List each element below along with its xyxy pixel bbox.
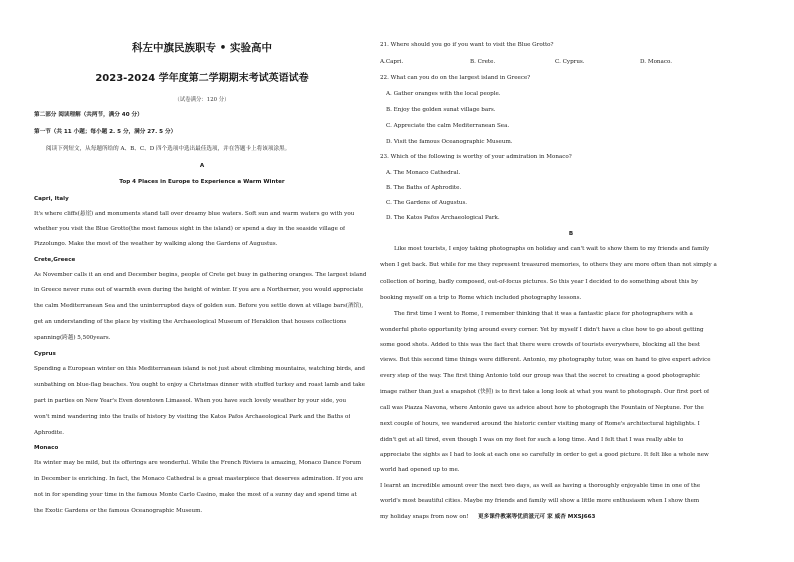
- passage-b-line: wonderful photo opportunity lying around every corner. Yet by myself I didn't have a clue how to go about getting: [380, 327, 704, 333]
- q21-option-d: D. Monaco.: [640, 59, 673, 65]
- monaco-line: in December is enriching. In fact, the Monaco Cathedral is a great masterpiece that deserves admiration. If you are: [34, 476, 364, 482]
- monaco-line: the Exotic Gardens or the famous Oceanographic Museum.: [34, 508, 203, 514]
- q22-option-c: C. Appreciate the calm Mediterranean Sea.: [386, 123, 510, 129]
- passage-b-line: when I get back. But while for me they represent treasured memories, to others they are more often than not simply a: [380, 262, 717, 268]
- passage-b-label: B: [568, 231, 574, 237]
- monaco-line: Its winter may be mild, but its offerings are wonderful. While the French Riviera is amazing, Monaco Dance Forum: [34, 460, 362, 466]
- cyprus-line: part in parties on New Year's Even downtown Limassol. When you have such lovely weather by your side, you: [34, 398, 347, 404]
- q23-option-b: B. The Baths of Aphrodite.: [386, 185, 462, 191]
- passage-b-line: I learnt an incredible amount over the next two days, as well as having a thoroughly enjoyable time in one of the: [380, 483, 701, 489]
- cyprus-line: Spending a European winter on this Mediterranean island is not just about climbing mountains, watching birds, and: [34, 366, 365, 372]
- part-heading: 第二部分 阅读理解（共两节，满分 40 分）: [34, 112, 143, 118]
- q23-option-c: C. The Gardens of Augustus.: [386, 200, 468, 206]
- section-heading: 第一节（共 11 小题；每小题 2. 5 分，满分 27. 5 分）: [34, 129, 177, 135]
- passage-b-line: The first time I went to Rome, I remember thinking that it was a fantastic place for photographers with a: [394, 311, 693, 317]
- question-21: 21. Where should you go if you want to visit the Blue Grotto?: [380, 42, 554, 48]
- capri-line: It's where cliffs(悬崖) and monuments stand tall over dreamy blue waters. Soft sun and warm waters go with you: [34, 211, 355, 217]
- passage-b-line: Like most tourists, I enjoy taking photographs on holiday and can't wait to show them to my friends and family: [394, 246, 710, 252]
- monaco-line: not in for spending your time in the famous Monte Carlo Casino, make the most of a sunny day and spend time at: [34, 492, 357, 498]
- q22-option-b: B. Enjoy the golden sunat village bars.: [386, 107, 496, 113]
- passage-b-line: image rather than just a snapshot (快照) is to first take a long look at what you want to photograph. Our first port of: [380, 389, 710, 395]
- score-note: （试卷满分：120 分）: [174, 97, 230, 103]
- passage-b-line: every step of the way. The first thing Antonio told our group was that the secret to creating a good photographic: [380, 373, 701, 379]
- passage-b-line: appreciate the sights as I had to look at each one so carefully in order to get a good picture. It felt like a whole new: [380, 452, 709, 458]
- q22-option-a: A. Gather oranges with the local people.: [386, 91, 501, 97]
- q22-option-d: D. Visit the famous Oceanographic Museum.: [386, 139, 513, 145]
- passage-a-label: A: [199, 163, 205, 169]
- crete-line: get an understanding of the place by visiting the Archaeological Museum of Heraklion that houses collections: [34, 319, 347, 325]
- crete-line: the calm Mediterranean Sea and the uninterrupted days of golden sun. Before you settle down at village bars(酒馆),: [34, 303, 364, 309]
- passage-b-line: booking myself on a trip to Rome which included photography lessons.: [380, 295, 582, 301]
- q23-option-d: D. The Katos Pafos Archaeological Park.: [386, 215, 500, 221]
- instruction: 阅读下列短文，从每题所给的 A、B、C、D 四个选项中选出最佳选项，并在答题卡上将该项涂黑。: [46, 146, 291, 152]
- passage-b-line: world had opened up to me.: [380, 467, 460, 473]
- passage-b-line: collection of boring, badly composed, out-of-focus pictures. So this year I decided to do something about this by: [380, 279, 698, 285]
- exam-title: 2023-2024 学年度第二学期期末考试英语试卷: [95, 73, 309, 84]
- question-22: 22. What can you do on the largest island in Greece?: [380, 75, 531, 81]
- capri-line: whether you visit the Blue Grotto(the most famous sight in the island) or spend a day in the seaside village of: [34, 226, 346, 232]
- passage-b-line: next couple of hours, we wandered around the historic center visiting many of Rome's architectural highlights. I: [380, 421, 700, 427]
- passage-b-line: world's most beautiful cities. Maybe my friends and family will show a little more enthusiasm when I show them: [380, 498, 700, 504]
- passage-b-line: some good shots. Added to this was the fact that there were crowds of tourists everywhere, blocking all the best: [380, 342, 701, 348]
- passage-a-title: Top 4 Places in Europe to Experience a Warm Winter: [119, 179, 285, 185]
- q21-option-b: B. Crete.: [470, 59, 496, 65]
- crete-heading: Crete,Greece: [34, 257, 76, 263]
- cyprus-line: Aphrodite.: [34, 430, 64, 436]
- passage-b-line: my holiday snaps from now on!: [380, 514, 469, 520]
- cyprus-line: sunbathing on blue-flag beaches. You ought to enjoy a Christmas dinner with stuffed turkey and roast lamb and take: [34, 382, 365, 388]
- crete-line: in Greece never runs out of warmth even during the height of winter. If you are a Northerner, you would appreciate: [34, 287, 364, 293]
- question-23: 23. Which of the following is worthy of your admiration in Monaco?: [380, 154, 572, 160]
- q21-option-c: C. Cyprus.: [555, 59, 585, 65]
- passage-b-line: call was Piazza Navona, where Antonio gave us advice about how to photograph the Fountain of Neptune. For the: [380, 405, 704, 411]
- cyprus-heading: Cyprus: [34, 351, 56, 357]
- passage-b-line: didn't get at all tired, even though I was on my feet for such a long time. And I felt that I was really able to: [380, 437, 684, 443]
- capri-line: Pizzolungo. Make the most of the weather by walking along the Gardens of Augustus.: [34, 241, 278, 247]
- monaco-heading: Monaco: [34, 445, 59, 451]
- crete-line: spanning(跨越) 5,500years.: [34, 335, 111, 341]
- school-title: 科左中旗民族职专 • 实验高中: [131, 42, 273, 54]
- capri-heading: Capri, Italy: [34, 196, 69, 202]
- cyprus-line: won't mind wandering into the trails of history by visiting the Katos Pafos Archaeological Park and the Baths of: [34, 414, 351, 420]
- crete-line: As November calls it an end and December begins, people of Crete get busy in gathering oranges. The largest island: [34, 272, 367, 278]
- passage-b-line: views. But this second time things were different. Antonio, my photography tutor, was on hand to give expert advice: [380, 357, 711, 363]
- q23-option-a: A. The Monaco Cathedral.: [386, 170, 461, 176]
- footer-tag: 更多课件教案等优质滋元可 家 威杏 MXSJ663: [478, 514, 596, 520]
- q21-option-a: A.Capri.: [380, 59, 404, 65]
